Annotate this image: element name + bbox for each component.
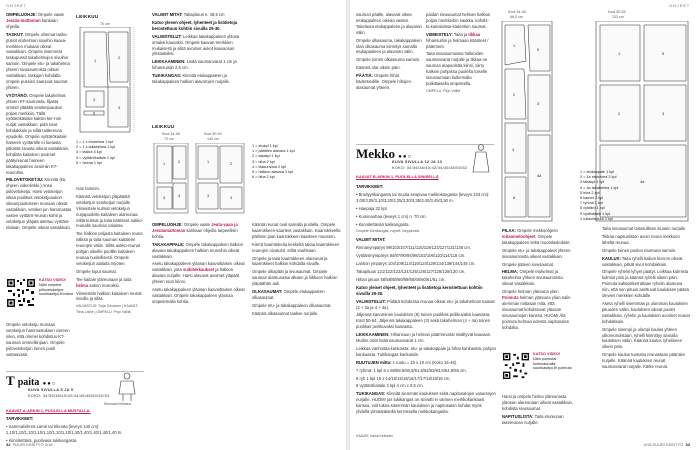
svg-text:2: 2 — [178, 160, 181, 164]
svg-text:5: 5 — [537, 48, 540, 52]
tshirt-pattern-svg — [152, 143, 247, 215]
right-page — [350, 0, 696, 450]
svg-text:1: 1 — [618, 52, 621, 56]
tshirt-materials: TARVIKKEET: • Sammalvihreä Lamé tai trikoota (leveys 140 cm): 1,10/1,10/1,10/1,10/1,10/1,10/1,10/1,40/1,40/1,40/1,40/1,40 m. • Kiinnitettävä, puolivasa tukikangasta. — [6, 416, 123, 443]
part-label-4: 4 — [118, 106, 121, 110]
tshirt-size-line: KUVA SIVULLA 5 JA 9 — [28, 388, 74, 392]
part-label-5: 5 — [93, 111, 96, 116]
video-qr-block[interactable] — [6, 278, 72, 324]
right-col-1: sauman päälle, alavarat oikea etukappaleen oikeaa vasten. Taitelauta etukappaleen ja alavaran välin. Ompele olkasauma, takakappaleen olan olkasauma kiinnitys samalla etukappaleen ja alavaran välin. Ompele toinen olkasauma samoin. Käännä olat oikein päin. PÄÄTIÄ: Ompele hihat kädentiedille. Ompele hihojen alasaumat yhteen. — [356, 12, 422, 90]
qr-caption — [39, 278, 72, 297]
qr-text: Näin ompelet piilovetoketjun: suurikasityo.fi/videot — [39, 282, 74, 297]
svg-text:4: 4 — [512, 148, 515, 152]
dress-size-line: KUVA SIVULLA 12 JA 13 — [392, 160, 443, 164]
dress-pattern-link[interactable]: KAAVAT B-ARKIN 1, PUOLELLA SINISELLÄ — [356, 174, 439, 179]
right-col-3: PILAA: Ompele mekkoohjeen mitaomeloohjeet. Ompele takakappaleen sekä muotolaskokset. Ompele etu- ja takakappaleet yhteen sivusaumoista oikeat vastakkain. Ompele päteen sivusaumat. HELMA: Ompele etuhelmat ja takahelma yhteen sivusaumoista oikeat vastakkain. Ompele helman yläreuna ylien Poimuta helman yläreuna ylian-salin alemman mittasan mitä, että sivusaumat kohdistuvat yläosan sivusaumojen kanssa. HUOM! Älä poimuta helmaa edessä napitusalan kohdalta. — [502, 228, 571, 330]
left-header: OHJEET — [6, 3, 27, 8]
left-col-1b: Ompele vetoketju reunaan vetoketjun hammastuksen viereen siten, että ommel kohdistuu KT-sauman ommelliinjaan. Ompele piilovetoketjun toinen puoli vastaavasti. — [6, 322, 70, 357]
dress-legend: 1 = etukappale 1 kpl 2 = 1a etuhelma 2 kpl 3 takakpl 1 kpl 4 = 4a takahelma 1 kpl 5 hiha 2 kpl 6 kaulus 2 kpl 7 ryhmä 1 kpl 8 vyötärö 1 kpl 9 vyötkaitale 1 kpl 1 rullaviimikkö 1 kpl — [580, 170, 619, 221]
svg-text:3: 3 — [662, 112, 665, 116]
svg-text:4: 4 — [178, 194, 181, 198]
print-pattern-link[interactable]: KAAVAT A-ARKIN 1, PUOLELLA MUSTALLA: — [6, 408, 91, 413]
svg-text:2: 2 — [513, 93, 516, 97]
svg-text:4: 4 — [230, 196, 233, 200]
dress-materials: TARVIKKEET: • Brodyyrikangasta tai muuta ssopivaa mekkokangasta (leveys 133 cm): 3,00/3,05/3,10/3,20/3,25/3,30/3,35/3,40/3,45/3,50 m. • Haepaja 32 kpl. • Kuminauhaa (leveys 1 cm) n. 70 cm. • Kiinnitettävää tukikangasta. Ompele Kierikangas, nopeit: Neppinoita VALMIT MITAT: Rinnanympärys 99/103/107/111/115/119/123/127/131/135 cm. Vyötärönympärys 84/87/90/94/98/102/106/110/114/118 cm. Lantion ympärys 104/109/114/119/124/129/134/139/144/149 cm. Takapituus 121/122/123/124/125/126/127/128/129/130 cm. Hihan pituus 58/58/59/59/59/60/60/60/61/61 cm. Katso yleiset ohjeet, lyhenteet ja lisätietoja kerostettuun kohtiin sivuilla 29-30. VALMISTELUT: Piidätä kohdessa reunaa oikeat etu- ja takahelman kaavat (2 + 3a ja 4 + 4a). Jäljennä sanominen kauluksen (6) toinen puolikas peilikuvaksi kaavasta. Koot 50-54: Jäljennä takakappaleen (3) sekä takahelman (4 + 4a) toinen puolikas peilikuvaksi kaavasta. LEIKKAAMINEN: Hihansuun ja helman päärmevarat sisältyvät kaavaan. Muihin osiin lisää saumanvarat 1 cm. Leikkaa vanhoista kankaista: etu- ja takakappale ja hihat kankaasta, pohjan kankaasta. Tukikangas kankaisiin. RUUTUJEN mitta: 1 ruutu = 10 x 10 cm (Koko 34-46). 7 ryhmä: 1 kpl 5 x 59/59,5/60,5/61,5/62/63/63,5/64,5/65 cm. 8 ryh 1 kpl 15 x 14/15/15/16/16/17/17/18/18/19 cm, 9 vyötärökaitale 2 kpl 4 cm x 8,5 cm. TUKIKANGAS: Kiinnitä siemmän kauluksen sekä napitusalojen vasurenjen nurjalle. HUOM! jos tukikangas on sirivatti ei värinen merkkokankaasi kanssa, voit tukea sisemmän kauluksen ja napitusalan kohdat myös yhdellä ylimääräisellä kerroksella mekkokangasta. — [356, 184, 496, 415]
dress-sizes: KOKO: 34/36/38/40/42/44/46/48/50/52 — [392, 166, 468, 170]
svg-text:6: 6 — [513, 196, 516, 200]
svg-text:4a: 4a — [537, 174, 542, 178]
skirt-pattern-diagram — [76, 14, 144, 164]
dress-pattern-diagram: Koot 34-46 66,5 cm Koot 50-54 133 cm 1 5 2 3 4 4a 6 1 5 2 3 4a — [500, 10, 690, 225]
svg-text:2: 2 — [230, 162, 233, 166]
svg-text:1: 1 — [207, 160, 210, 164]
diagram1-legend: 1 = 1 x etuhelma 1 kpl 2 = 1 x takahelma 1 kpl 3 = taskut 4 kpl 4 = vyötärökaitale 1 kpl 5 = helma 1 kpl — [76, 140, 116, 165]
video-qr-block-2[interactable] — [502, 352, 574, 392]
qr-code-icon[interactable] — [502, 352, 530, 380]
pattern-credits: KAAVAT: Kaisa Kettunen — [356, 434, 394, 438]
svg-text:3: 3 — [207, 194, 210, 198]
left-footer: 32 SUURI KÄSITYÖ 4/18 — [6, 442, 53, 447]
svg-text:1: 1 — [513, 44, 516, 48]
left-col-1: OMPELUOHJE: Ompele vaate Jesuta-mattoman kankaan ohjeilla. TASKUT: Ompele olimmat tasku-pussit etuhelman sivuihin kaava-merkkien mukaan oikeat vastakkain. Ompele sisemmät taskupussit takahelmojen sivuihin samoin. Ompele etu- ja takahelma yhteen sivusaumoista oikeat vastakkain, taskujen kohdalla ompele pussien kaarevat saumat yhteen. VYÖTÄRÖ: Ompele takahelmat yhteen KT-saumasta, liljasta ommel yltäältä vetoketjuaukon poljan merkkiin. Tällä vyötärökäsiäie kaksin ker-roin nurjat vastakkain, pidä sivut kohdakkain ja silitä taittereuna epuolelle. Ompele vyötärökaitale hameen vyötärölle ei tuetusta pitkästä sivusta oikeat vastakkain, kohdista kaitaleen avoimet päätyreunat hameen takakappaleen avoimiin KT-reunoihin. PIILOVETOKETJU: Kiinnitä (ks. ohjeen videolinkki.) Ansa piilovetoketju. Harsi vetoketjun oikea puolikas vetoketjuaukon oikeanpuoleiseen reunaan oikeat vastakkain, vetoket-jun hammastas vasten vyötärö-reunan kohti ja vetoketjun yläpää asettuu vyötärö-nlalaan. Ompele oikeat vastakkain. — [6, 12, 72, 230]
right-footer: 4/18 SUURI KÄSITYÖ 33 — [643, 442, 690, 447]
tshirt-title: T paita ●●○ — [6, 373, 57, 388]
right-col-3b: Harsi ja ompele helma yläreunasta yläosan alareunaan oikeat vastakkain, kohdista sivusaumat. NAPITUSLISTA: Taita etureunan taitereunan nurjalle. — [502, 394, 574, 425]
dress-title: Mekko ●●○ — [356, 146, 413, 161]
part-label-1: 1 — [94, 59, 97, 63]
right-col-2: paidan sivusaumat helman halkion poljan merkkeihin saakka, kohdis-ta kainaloissa kädentien saumat. VIIMEISTELY: Taita ja tikkaa hihansuihin ja helmaan käänteet / päärmeet. Taita sivusaumoissa halkioiden saumanvarat nurjalle ja tikkaa ne sauman alapuolelta kiinni, siirry halkion pohjassa puolelta toiselle sivusaumaan kulkemalla poikittaisella ompeleella. OMPELU: Pirjo Välilä — [426, 12, 491, 93]
model-label: Normaali mittasuu — [104, 402, 132, 406]
right-header: OHJEET — [669, 3, 690, 8]
tshirt-sizes: KOKO: 34/36/38/40/42/44/46/48/50/52/54 — [28, 394, 110, 398]
diagram-label: LEIKKUU — [76, 14, 99, 19]
tshirt-pattern-diagram: LEIKKUU Koot 34-48 70 cm Koot 50-54 140 cm 1 2 3 4 1 2 3 4 1 = etukpl 1 kpl 1 = päättien alavara 1 kpl 2 = takakpl 1 kpl 3 = hiha 2 kpl 4 = taskunvara 2 kpl 5 = halkion alavara 1 kpl 6 = hiha 2 kpl — [152, 124, 342, 219]
svg-text:5: 5 — [662, 52, 665, 56]
qr-title: KATSO VIDEO! — [39, 278, 67, 282]
svg-text:3: 3 — [537, 102, 540, 106]
diagram-width: 70 cm — [100, 22, 110, 26]
skirt-pattern-svg — [76, 27, 144, 137]
model-figure-icon — [114, 372, 140, 402]
left-col-3: VALMIIT MITAT: Takapituus n. 48,5 cm Katso ylesen ohjeet, lyhenteet ja lisätietoja kerostettuun kohtiin sivuilla 29-30. VALMISTELUT: Leikkaa takakappaleen yläosa omaksi kaavaksi. Ompele kaavan-merkkien mukaisesti ja silitä avoimet aukot kaavaosan ylöstaitoiksi. LEIKKAAMINEN: Lisää saumanvarat 1 cm ja hihansuisiin 2,5 cm. TUKIKANGAS: Kiinnitä etukappaleen ja takakappaleen halkion alavarojen nurjalle. — [152, 12, 240, 85]
qr-code-icon[interactable] — [6, 278, 36, 308]
dress-figure-icon — [470, 144, 492, 174]
svg-text:3: 3 — [163, 196, 166, 200]
svg-text:4a: 4a — [640, 180, 645, 184]
part-label-2: 2 — [118, 56, 121, 60]
right-col-4: Taita sivusaumat taitosullisen ikuukin nurjalle. Tikkaa napitusliston avoin reuna mekkoon läheltä reunaa. Ompele toinen puolen etureuna samoin. KAULUS: Taita ryhelli kaiken kierron oikeat vastakkain, pitkät sivut kohdakkain. Ompele ryhelin lyhyet päätyt. Leikkaa kulmista kolmiot pois ja käännä ryhelli oikein päin. Poimuta kaksoiskerrattaan ryhelin alareuna niin, että sen pituus asettuvat kauluksen pääsä olevien merkkien kohdalle. Aseta ryhelli sisemmän ja ulomman kauluksen pituuden väliin, kauluksen oikeat puolet vastakkain, ryhelin ja kauluksen avoimet reunat kohdakkain. Ompele sisempi ja ulompi kaulus yhteen ulkoreunoistaan, ryhelli kiinnittyy samalla kauluksen väliin. Käännä kaulus ryhelineen oikein päin. Ompele kaulus tuetusta reunastaan pääntien nurjalle. Käännä kauluksen reunat saumanvarat nurjalle. Kätke reunat. — [602, 226, 690, 370]
left-col-4: Kääntä reunat oval samalla puolella. Ompele kaarrokkeen-kaarteet vastakkain. Kaarrokkeella päihinin pian kaarrokkeen kaarteen muotoon. Kierrä kaarrokkeita keskeltä takaa kaarrokkeen reunojen nivutusti. Silitä vauhkaan. Ompele ja taita kaarrokkeen alareunat ja kaarrokkeet halkion kohdalta sivuille. Ompele olkapäät ja sivusaumat. Ompele sauman alareunasta alkaen ja liikkuen halkion yläpäähän asti. OLKASAUMAT: Ompele etukappaleen olkasaumat. Ompele etu- ja takakappaleen olkasaumat. Käännä olkasaumat taakse nurjalle. — [252, 222, 341, 316]
qr-caption-2: KATSO VIDEO! Näin poimutat kuminauhalla: suurikasityo.fi/ poimuta — [533, 352, 572, 371]
left-page — [0, 0, 346, 450]
svg-text:2: 2 — [618, 112, 621, 116]
part-label-3: 3 — [93, 98, 96, 102]
diagram2-legend: 1 = etukpl 1 kpl 1 = päättien alavara 1 kpl 2 = takakpl 1 kpl 3 = hiha 2 kpl 4 = taskunvara 2 kpl 5 = halkion alavara 1 kpl 6 = hiha 2 kpl — [252, 144, 295, 180]
left-col-3b: OMPELUOHJE: Ompele vaate Jeuta-vaan ja Jesutamattoman kankaan ohjeilla tarpeellisin kohtia. TAKAKAPPALE: Ompele takakappaleen halkion alavara takakappaleen halkion reunoihin oikeat vastakkain. Asetu takakappaleen yläosan kaavoittaisen oikeat vastakkain, joita suikitekkaukset ja halkion alavara nurjalle. Harsi alavarat avoimet yläpäät yhteen raon kiinni. Asetu takakappaleen yläosan kaavoittaisen oikeat vastakkain. Ompele takakappaleen yläosaa ompelemalla kohtia. — [152, 222, 245, 304]
svg-text:1: 1 — [163, 162, 166, 166]
left-col-2: rsan lammin. Käännä vetoketjun yläpäästä vetoketjun vetoketjun nurjalle. Viimeistele kulmat vetoketjun nurjapuolelle kaitaleen alareunaa. Silitä kulmat ja taita käänteet aukko-reunalle sauman vatassa. Tee halkion poljasta kaitaleen reuna välitsä ja taita sauman kaitaleen reunojen väliin. Silitä aukko-reunat pohjan oikeille puolille kaitaleen reunaa huolellisesti. Ompele vetoketjun alalaita myöten. Ompele loput saumat. Tee kaitale yläreunaan ja taita helma aukon reunoiksi. Viimeistele halkion kaitaleen reunat sivuille ja silitä. VALMISTUS: Tuija Toivanen | KAAVAT: Tiina Laine | OMPELU: Pirjo Välilä — [76, 186, 144, 315]
